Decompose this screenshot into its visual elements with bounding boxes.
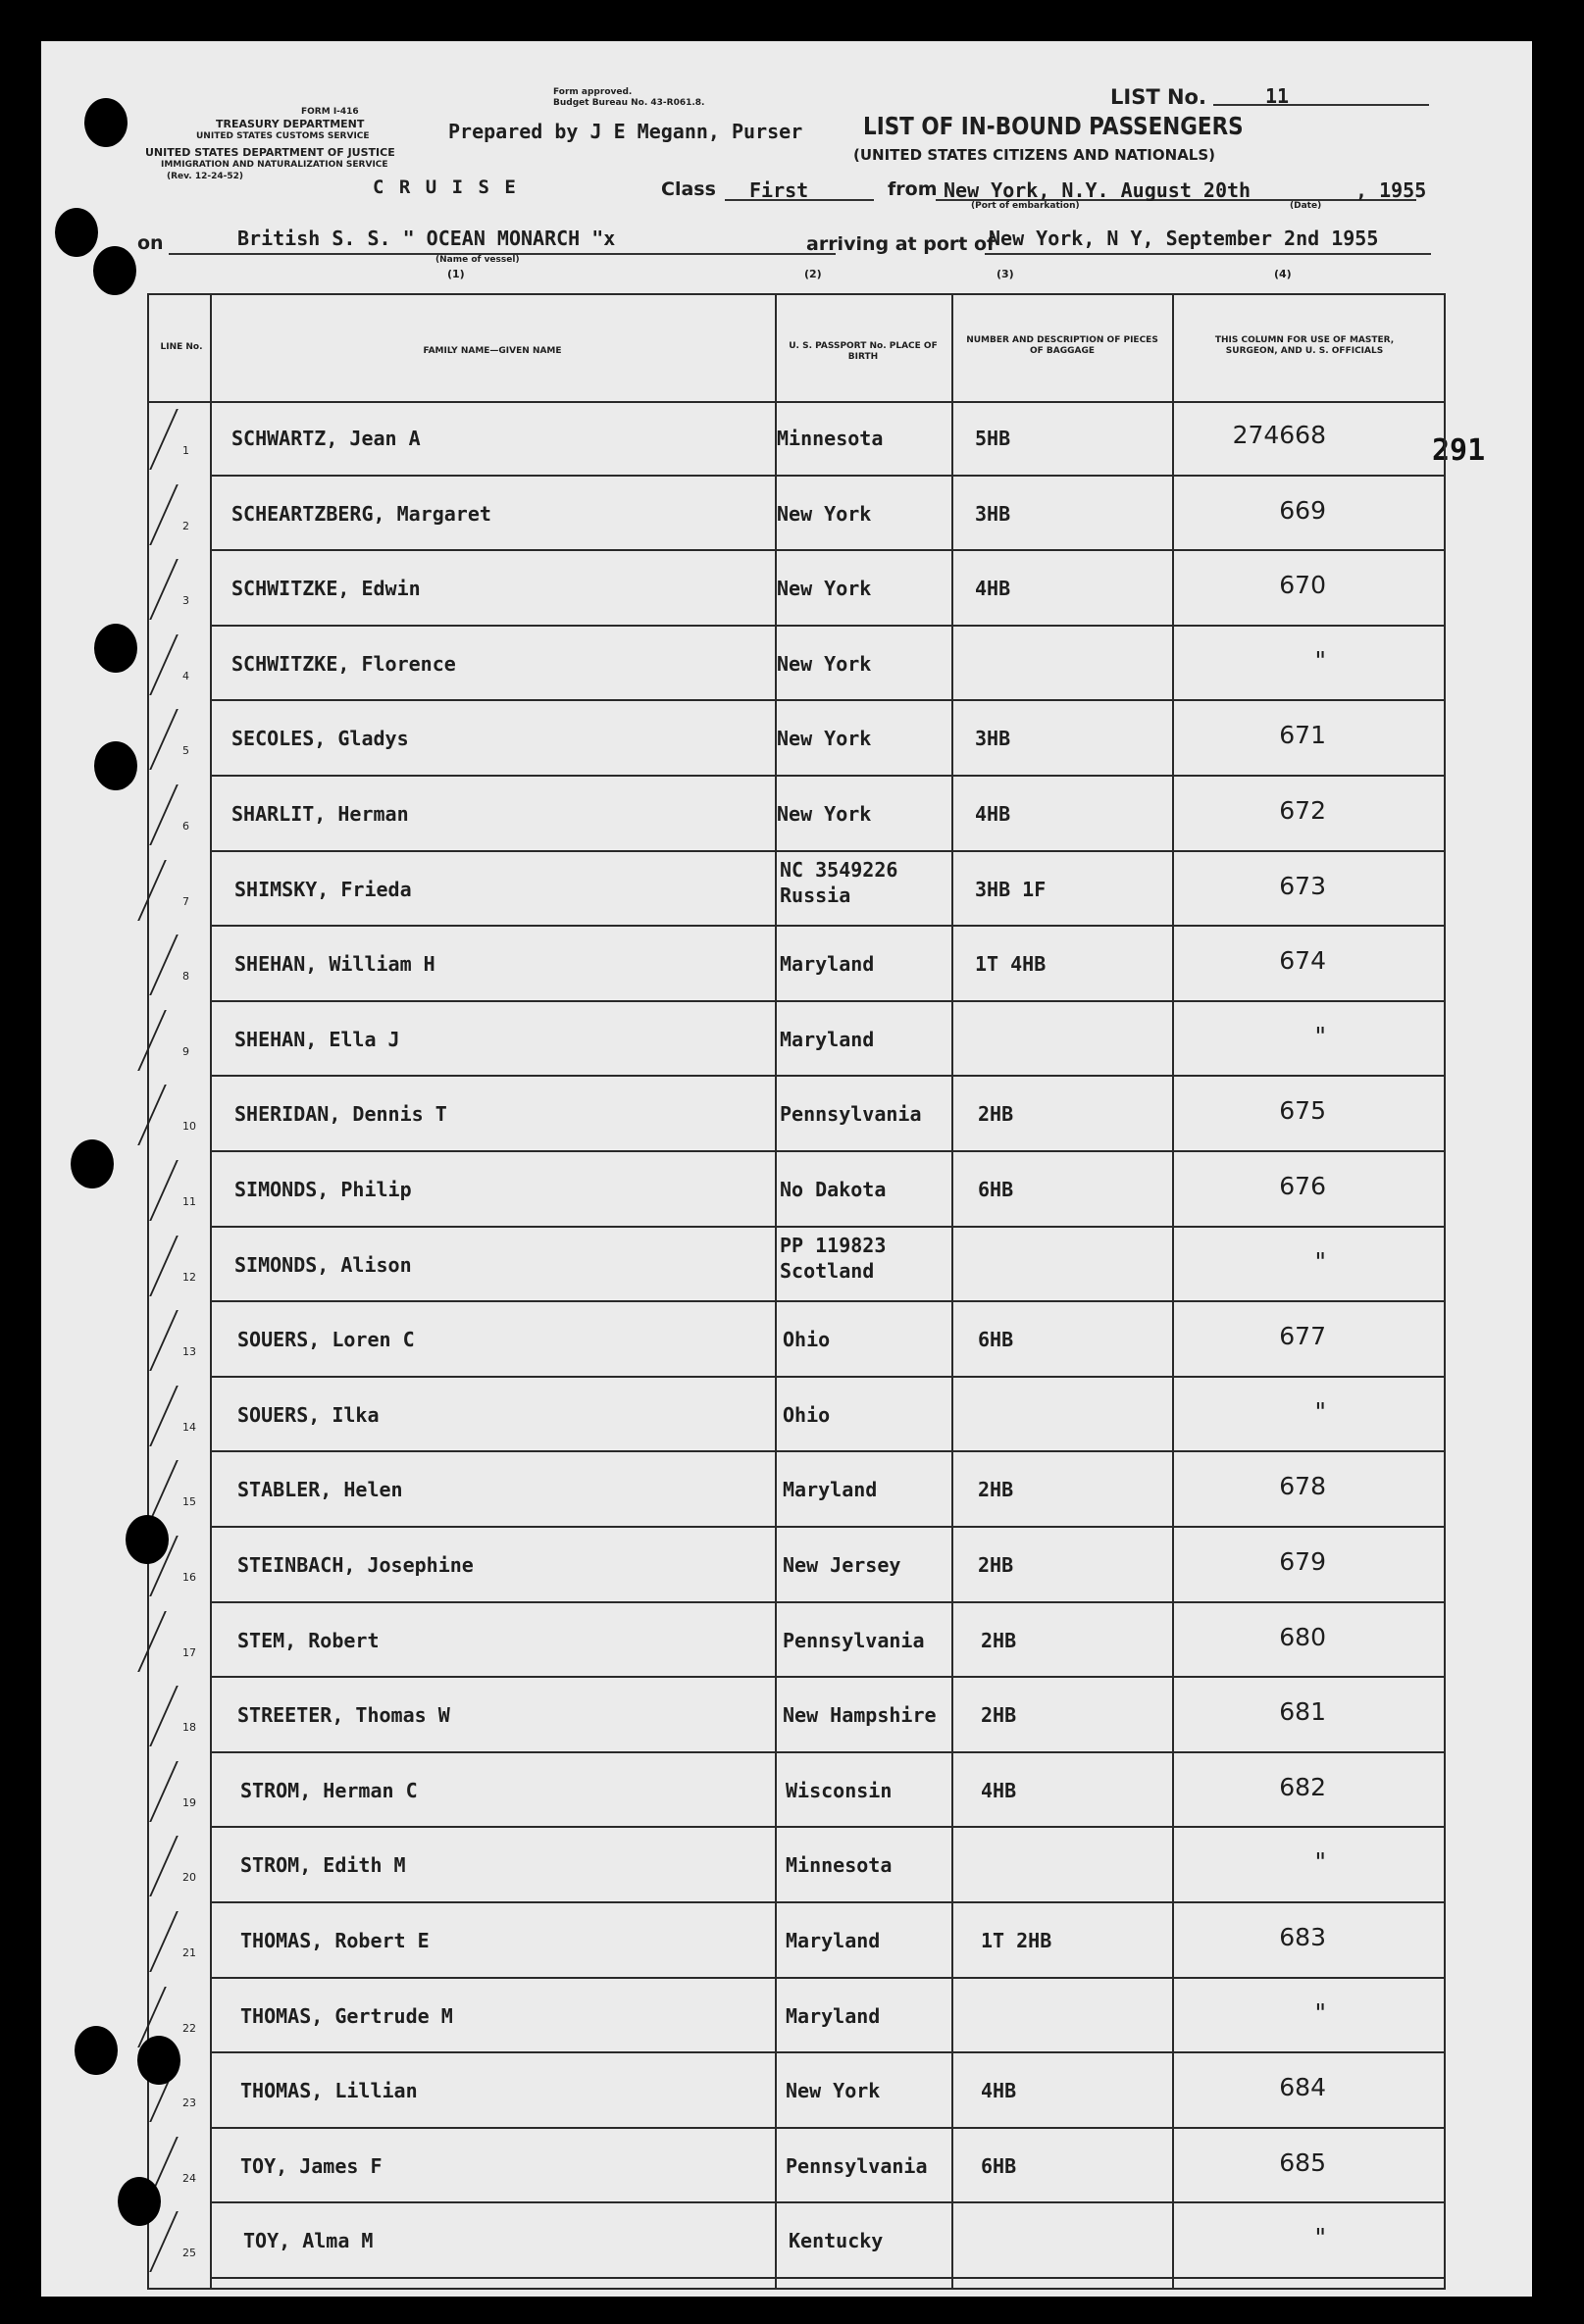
- binder-hole: [94, 624, 137, 673]
- official-number: 274668: [1232, 421, 1326, 449]
- place-of-birth: New York: [777, 727, 872, 751]
- table-row: [149, 1678, 1444, 1752]
- passenger-name: STROM, Herman C: [240, 1778, 418, 1802]
- passenger-name: TOY, Alma M: [243, 2229, 374, 2253]
- official-number: 684: [1279, 2073, 1326, 2102]
- baggage: 3HB 1F: [975, 877, 1047, 901]
- check-mark: [149, 1836, 208, 1896]
- line-number: 23: [182, 2097, 196, 2110]
- baggage: 4HB: [981, 1778, 1017, 1802]
- check-mark: [137, 1611, 196, 1672]
- table-row: [149, 1452, 1444, 1527]
- passenger-name: TOY, James F: [240, 2153, 383, 2178]
- place-of-birth: Pennsylvania: [783, 1628, 925, 1652]
- check-mark: [149, 2137, 208, 2198]
- line-number: 7: [182, 894, 189, 908]
- place-of-birth: Ohio: [783, 1328, 831, 1352]
- check-mark: [137, 1085, 196, 1145]
- check-mark: [137, 860, 196, 921]
- vessel-name: British S. S. " OCEAN MONARCH "x: [237, 227, 616, 250]
- table-row: [149, 1903, 1444, 1978]
- place-of-birth: Wisconsin: [786, 1778, 893, 1802]
- line-number: 16: [182, 1571, 196, 1584]
- check-mark: [149, 1310, 208, 1371]
- passport-number: NC 3549226: [780, 857, 898, 882]
- cruise-label: C R U I S E: [373, 177, 518, 198]
- passenger-name: THOMAS, Gertrude M: [240, 2003, 453, 2028]
- line-number: 15: [182, 1495, 196, 1509]
- place-of-birth: New Hampshire: [783, 1703, 937, 1728]
- justice-dept: UNITED STATES DEPARTMENT OF JUSTICE: [145, 146, 395, 159]
- passenger-name: SHIMSKY, Frieda: [234, 877, 412, 901]
- official-number: 669: [1279, 495, 1326, 525]
- check-mark: [149, 935, 208, 995]
- check-mark: [149, 1160, 208, 1221]
- binder-hole: [55, 208, 98, 257]
- place-of-birth: Scotland: [780, 1258, 875, 1283]
- document-subtitle: (UNITED STATES CITIZENS AND NATIONALS): [853, 146, 1216, 164]
- table-row: [149, 1002, 1444, 1077]
- passenger-name: STEINBACH, Josephine: [237, 1553, 474, 1577]
- baggage: 6HB: [978, 1328, 1014, 1352]
- check-mark: [149, 709, 208, 770]
- line-number: 22: [182, 2021, 196, 2035]
- place-of-birth: Maryland: [780, 1027, 875, 1051]
- table-row: [149, 927, 1444, 1001]
- place-of-birth: New Jersey: [783, 1553, 901, 1577]
- passenger-name: SHARLIT, Herman: [231, 802, 409, 826]
- budget-bureau: Budget Bureau No. 43-R061.8.: [553, 98, 705, 108]
- passenger-name: SIMONDS, Philip: [234, 1178, 412, 1201]
- official-number: 681: [1279, 1697, 1326, 1727]
- official-number: 682: [1279, 1772, 1326, 1801]
- line-number: 10: [182, 1120, 196, 1134]
- check-mark: [149, 559, 208, 620]
- binder-hole: [94, 741, 137, 790]
- passenger-name: STROM, Edith M: [240, 1853, 406, 1878]
- table-row: [149, 777, 1444, 851]
- table-row: [149, 401, 1444, 476]
- baggage: 3HB: [975, 501, 1011, 526]
- baggage: 2HB: [978, 1102, 1014, 1127]
- line-number: 17: [182, 1645, 196, 1659]
- baggage: 1T 4HB: [975, 952, 1047, 977]
- table-row: [149, 1603, 1444, 1678]
- line-number: 9: [182, 1044, 189, 1058]
- binder-hole: [93, 246, 136, 295]
- table-row: [149, 1528, 1444, 1602]
- official-number: ": [1314, 1847, 1326, 1877]
- official-number: 675: [1279, 1096, 1326, 1126]
- place-of-birth: New York: [777, 651, 872, 676]
- passenger-name: SOUERS, Ilka: [237, 1402, 380, 1427]
- passenger-name: STREETER, Thomas W: [237, 1703, 450, 1728]
- class-value: First: [749, 178, 809, 202]
- official-number: ": [1314, 1997, 1326, 2027]
- table-row: [149, 1152, 1444, 1227]
- arrival-value: New York, N Y, September 2nd 1955: [989, 227, 1379, 250]
- official-number: ": [1314, 1246, 1326, 1276]
- baggage: 2HB: [981, 1628, 1017, 1652]
- official-number: 685: [1279, 2147, 1326, 2177]
- baggage: 2HB: [981, 1703, 1017, 1728]
- table-row: [149, 477, 1444, 551]
- place-of-birth: Russia: [780, 883, 851, 907]
- official-number: 671: [1279, 721, 1326, 750]
- place-of-birth: Maryland: [786, 1929, 881, 1952]
- list-no-label: LIST No.: [1110, 85, 1206, 109]
- binder-hole: [71, 1139, 114, 1188]
- line-number: 12: [182, 1270, 196, 1284]
- check-mark: [149, 1460, 208, 1521]
- place-of-birth: No Dakota: [780, 1178, 887, 1201]
- baggage: 6HB: [981, 2153, 1017, 2178]
- passenger-rows: [149, 401, 1444, 2284]
- arriving-label: arriving at port of: [806, 233, 996, 255]
- line-number: 25: [182, 2247, 196, 2260]
- check-mark: [149, 1911, 208, 1972]
- passenger-table: [147, 293, 1446, 2290]
- passenger-name: SIMONDS, Alison: [234, 1252, 412, 1277]
- class-label: Class: [661, 178, 716, 200]
- official-number: ": [1314, 1021, 1326, 1050]
- check-mark: [137, 1010, 196, 1071]
- check-mark: [149, 784, 208, 845]
- treasury-dept: TREASURY DEPARTMENT: [216, 118, 365, 130]
- place-of-birth: Minnesota: [777, 427, 884, 450]
- official-number: 683: [1279, 1923, 1326, 1951]
- form-number: FORM I-416: [301, 107, 359, 117]
- official-number: ": [1314, 2223, 1326, 2252]
- official-number: 678: [1279, 1472, 1326, 1501]
- page-number: 291: [1432, 433, 1486, 468]
- table-row: [149, 551, 1444, 626]
- table-row: [149, 1077, 1444, 1151]
- line-number: 24: [182, 2171, 196, 2185]
- passenger-name: SCHWARTZ, Jean A: [231, 427, 421, 450]
- passenger-name: SCHWITZKE, Edwin: [231, 577, 421, 601]
- place-of-birth: Ohio: [783, 1402, 831, 1427]
- baggage: 3HB: [975, 727, 1011, 751]
- official-number: 676: [1279, 1172, 1326, 1200]
- line-number: 21: [182, 1946, 196, 1959]
- table-row: [149, 1378, 1444, 1452]
- table-row: [149, 1753, 1444, 1828]
- passenger-name: THOMAS, Lillian: [240, 2079, 418, 2103]
- passenger-name: SHEHAN, Ella J: [234, 1027, 400, 1051]
- document-title: LIST OF IN-BOUND PASSENGERS: [863, 112, 1244, 140]
- check-mark: [149, 1686, 208, 1746]
- passenger-name: THOMAS, Robert E: [240, 1929, 430, 1952]
- passenger-name: SECOLES, Gladys: [231, 727, 409, 751]
- place-of-birth: New York: [777, 577, 872, 601]
- check-mark: [149, 409, 208, 470]
- place-of-birth: Maryland: [786, 2003, 881, 2028]
- prepared-by: Prepared by J E Megann, Purser: [448, 120, 803, 143]
- col-header-line: LINE No.: [160, 342, 203, 352]
- on-label: on: [137, 232, 164, 254]
- check-mark: [149, 2211, 208, 2272]
- official-number: ": [1314, 645, 1326, 675]
- vessel-caption: (Name of vessel): [435, 255, 520, 265]
- line-number: 20: [182, 1871, 196, 1885]
- baggage: 2HB: [978, 1553, 1014, 1577]
- check-mark: [149, 634, 208, 695]
- line-number: 8: [182, 970, 189, 984]
- table-row: [149, 2129, 1444, 2203]
- col-header-name: FAMILY NAME—GIVEN NAME: [423, 346, 562, 356]
- official-number: 673: [1279, 871, 1326, 900]
- col-num-2: (2): [804, 268, 822, 280]
- official-number: 679: [1279, 1547, 1326, 1576]
- binder-hole: [84, 98, 128, 147]
- baggage: 2HB: [978, 1478, 1014, 1502]
- baggage: 1T 2HB: [981, 1929, 1052, 1952]
- place-of-birth: Minnesota: [786, 1853, 893, 1878]
- place-of-birth: New York: [786, 2079, 881, 2103]
- baggage: 6HB: [978, 1178, 1014, 1201]
- line-number: 1: [182, 444, 189, 457]
- customs-service: UNITED STATES CUSTOMS SERVICE: [196, 131, 370, 141]
- form-approved: Form approved.: [553, 87, 633, 97]
- col-header-baggage: NUMBER AND DESCRIPTION OF PIECES OF BAGGAGE: [966, 335, 1158, 356]
- table-row: [149, 1828, 1444, 1902]
- table-row: [149, 1228, 1444, 1302]
- passenger-name: SHEHAN, William H: [234, 952, 435, 977]
- place-of-birth: Pennsylvania: [786, 2153, 928, 2178]
- table-row: [149, 1302, 1444, 1377]
- port-caption: (Port of embarkation): [971, 201, 1080, 211]
- table-row: [149, 701, 1444, 776]
- passenger-name: SOUERS, Loren C: [237, 1328, 415, 1352]
- passport-number: PP 119823: [780, 1233, 887, 1257]
- form-revision: (Rev. 12-24-52): [167, 172, 243, 181]
- official-number: 674: [1279, 946, 1326, 976]
- ins-service: IMMIGRATION AND NATURALIZATION SERVICE: [161, 160, 388, 170]
- check-mark: [149, 484, 208, 545]
- line-number: 18: [182, 1721, 196, 1735]
- col-num-4: (4): [1274, 268, 1292, 280]
- baggage: 5HB: [975, 427, 1011, 450]
- col-num-3: (3): [996, 268, 1014, 280]
- place-of-birth: Maryland: [783, 1478, 878, 1502]
- embarkation-year: , 1955: [1355, 178, 1427, 202]
- baggage: 4HB: [975, 802, 1011, 826]
- binder-hole: [75, 2026, 118, 2075]
- table-row: [149, 852, 1444, 927]
- col-header-passport: U. S. PASSPORT No. PLACE OF BIRTH: [789, 341, 938, 362]
- table-row: [149, 2053, 1444, 2128]
- official-number: 677: [1279, 1322, 1326, 1351]
- passenger-name: STEM, Robert: [237, 1628, 380, 1652]
- date-caption: (Date): [1290, 201, 1322, 211]
- col-header-officials: THIS COLUMN FOR USE OF MASTER, SURGEON, AND U. S. OFFICIALS: [1214, 335, 1395, 356]
- list-number: 11: [1265, 84, 1290, 108]
- place-of-birth: New York: [777, 802, 872, 826]
- from-label: from: [888, 178, 938, 200]
- table-row: [149, 1979, 1444, 2053]
- binder-hole: [137, 2036, 180, 2085]
- line-number: 4: [182, 669, 189, 682]
- line-number: 14: [182, 1420, 196, 1434]
- embarkation-value: New York, N.Y. August 20th: [944, 178, 1252, 202]
- passenger-name: SCHWITZKE, Florence: [231, 651, 456, 676]
- passenger-name: SHERIDAN, Dennis T: [234, 1102, 447, 1127]
- baggage: 4HB: [981, 2079, 1017, 2103]
- binder-hole: [118, 2177, 161, 2226]
- line-number: 5: [182, 744, 189, 758]
- check-mark: [149, 1386, 208, 1446]
- baggage: 4HB: [975, 577, 1011, 601]
- table-row: [149, 627, 1444, 701]
- line-number: 6: [182, 820, 189, 833]
- check-mark: [149, 1761, 208, 1822]
- line-number: 3: [182, 594, 189, 608]
- line-number: 11: [182, 1195, 196, 1208]
- manifest-sheet: [41, 41, 1532, 2297]
- passenger-name: SCHEARTZBERG, Margaret: [231, 501, 491, 526]
- official-number: ": [1314, 1396, 1326, 1426]
- place-of-birth: New York: [777, 501, 872, 526]
- place-of-birth: Kentucky: [789, 2229, 884, 2253]
- binder-hole: [126, 1515, 169, 1564]
- table-row: [149, 2203, 1444, 2278]
- official-number: 670: [1279, 571, 1326, 600]
- official-number: 680: [1279, 1622, 1326, 1651]
- line-number: 19: [182, 1795, 196, 1809]
- line-number: 2: [182, 519, 189, 532]
- official-number: 672: [1279, 796, 1326, 825]
- check-mark: [149, 1236, 208, 1296]
- col-num-1: (1): [447, 268, 465, 280]
- place-of-birth: Pennsylvania: [780, 1102, 922, 1127]
- line-number: 13: [182, 1345, 196, 1359]
- passenger-name: STABLER, Helen: [237, 1478, 403, 1502]
- place-of-birth: Maryland: [780, 952, 875, 977]
